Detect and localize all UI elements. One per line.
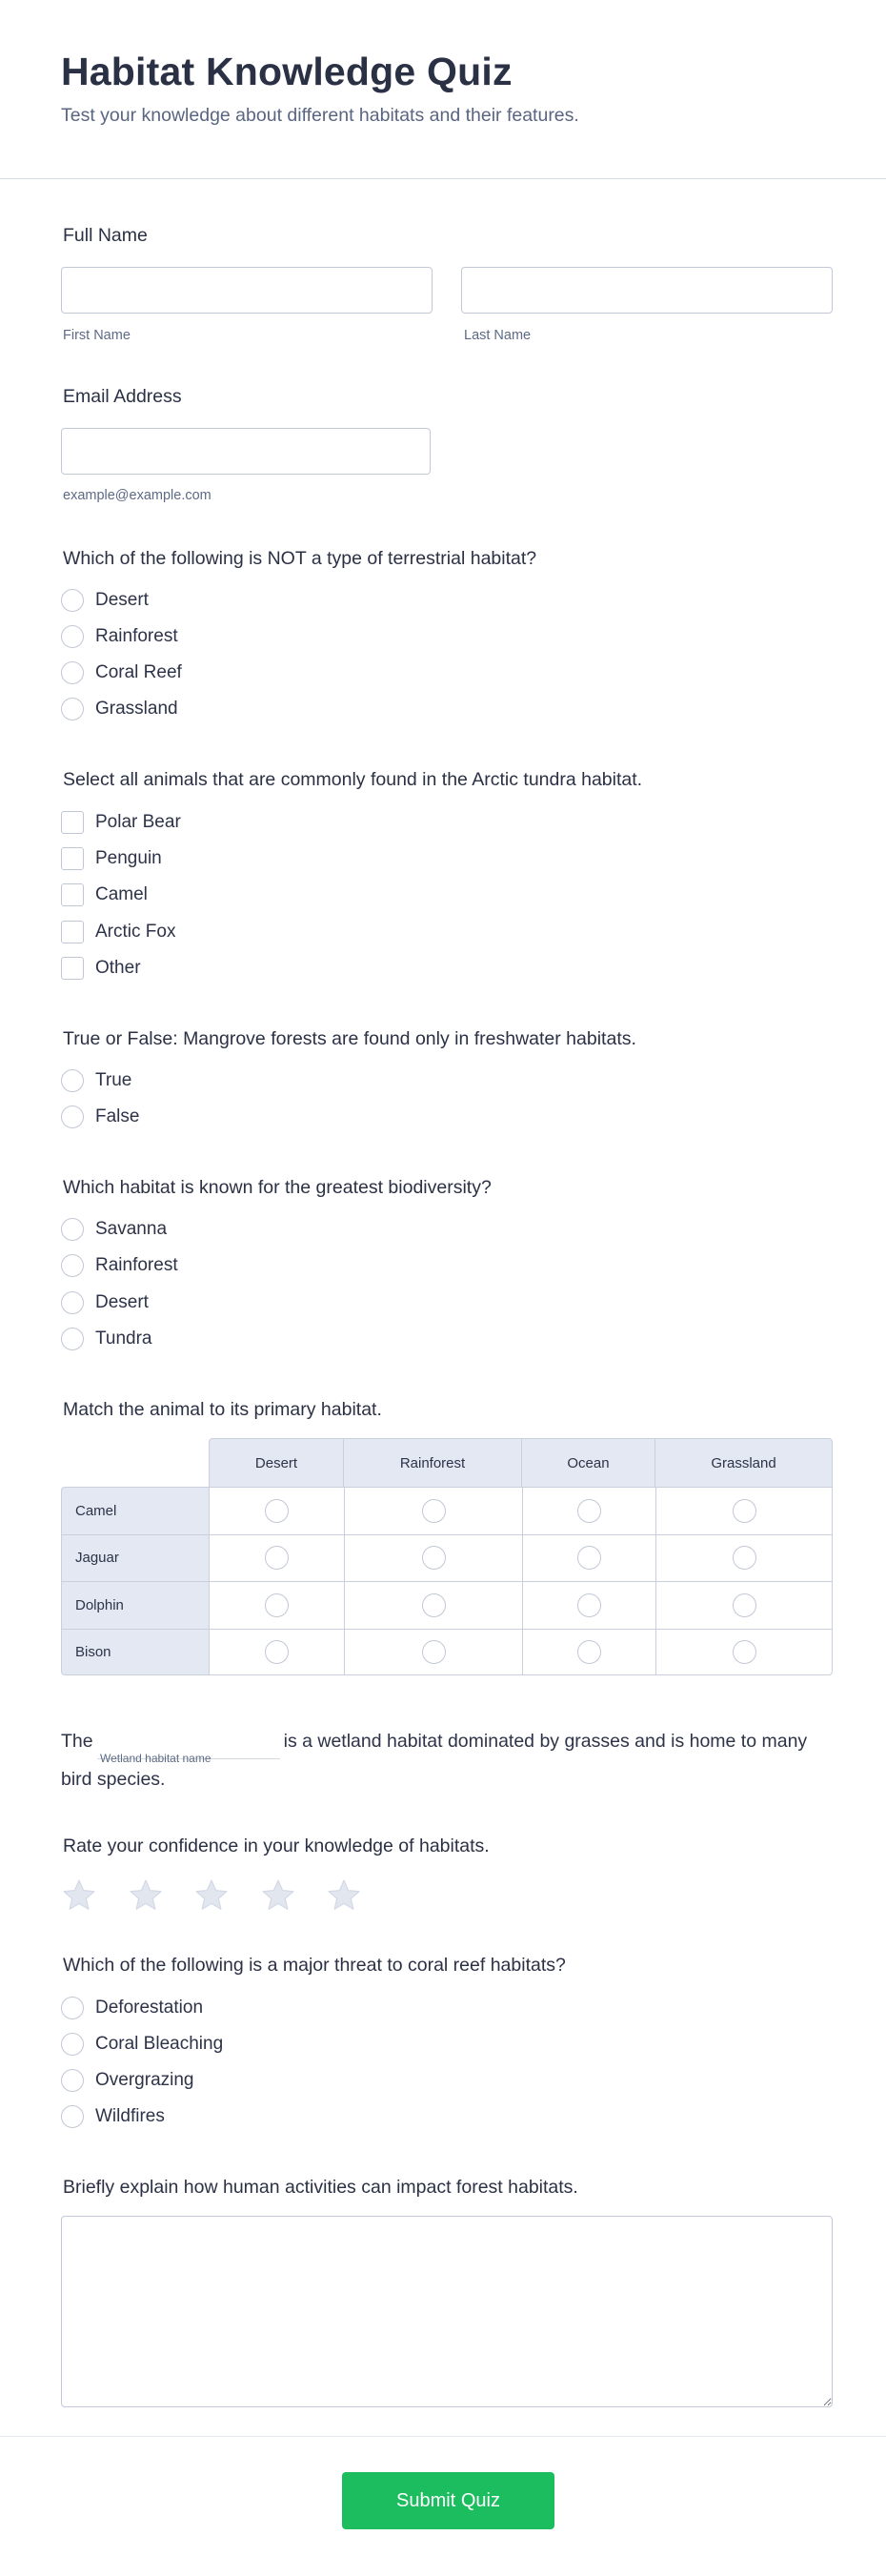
option-label: Arctic Fox	[95, 922, 176, 942]
matrix-cell[interactable]	[655, 1487, 833, 1534]
radio-button[interactable]	[61, 1997, 84, 2019]
matrix-row-label: Jaguar	[61, 1534, 209, 1582]
q2-option[interactable]	[61, 809, 181, 836]
radio-button[interactable]	[577, 1499, 601, 1523]
radio-button[interactable]	[577, 1593, 601, 1617]
matrix-row-label: Bison	[61, 1629, 209, 1676]
radio-button[interactable]	[61, 1105, 84, 1128]
option-label: Deforestation	[95, 1998, 204, 2018]
radio-button[interactable]	[577, 1640, 601, 1664]
submit-quiz-button[interactable]: Submit Quiz	[342, 2472, 554, 2529]
q3-option[interactable]	[61, 1067, 131, 1094]
option-label: Desert	[95, 1292, 149, 1312]
q3-label: True or False: Mangrove forests are found only in freshwater habitats.	[63, 1028, 636, 1049]
matrix-column-header: Rainforest	[344, 1438, 522, 1487]
checkbox[interactable]	[61, 921, 84, 943]
matrix-cell[interactable]	[655, 1629, 833, 1676]
matrix-column-header: Grassland	[655, 1438, 833, 1487]
option-label: Other	[95, 958, 141, 978]
option-label: Rainforest	[95, 1255, 178, 1275]
option-label: Desert	[95, 590, 149, 610]
radio-button[interactable]	[265, 1640, 289, 1664]
option-label: Savanna	[95, 1219, 168, 1239]
radio-button[interactable]	[61, 2069, 84, 2092]
q1-label: Which of the following is NOT a type of terrestrial habitat?	[63, 548, 537, 569]
star-icon[interactable]	[61, 1877, 97, 1914]
q4-option[interactable]	[61, 1326, 152, 1352]
matrix-column-header: Ocean	[522, 1438, 655, 1487]
q7-label: Rate your confidence in your knowledge of habitats.	[63, 1836, 490, 1856]
radio-button[interactable]	[61, 1328, 84, 1350]
q5-label: Match the animal to its primary habitat.	[63, 1399, 382, 1420]
radio-button[interactable]	[422, 1499, 446, 1523]
fib-text-after: is a wetland habitat dominated by grasses and is home to many bird species.	[61, 1731, 808, 1790]
star-icon[interactable]	[260, 1877, 296, 1914]
star-icon[interactable]	[326, 1877, 362, 1914]
option-label: False	[95, 1106, 140, 1126]
fib-blank-hint: Wetland habitat name	[100, 1752, 211, 1765]
first-name-sublabel: First Name	[63, 328, 131, 343]
radio-button[interactable]	[61, 1218, 84, 1241]
star-icon[interactable]	[128, 1877, 164, 1914]
q2-option[interactable]	[61, 955, 141, 982]
matrix-cell[interactable]	[344, 1534, 522, 1582]
q9-label: Briefly explain how human activities can impact forest habitats.	[63, 2177, 578, 2198]
radio-button[interactable]	[61, 698, 84, 720]
matrix-column-header: Desert	[209, 1438, 344, 1487]
radio-button[interactable]	[265, 1546, 289, 1570]
q1-option[interactable]	[61, 659, 182, 686]
q2-option[interactable]	[61, 919, 175, 945]
matrix-cell[interactable]	[655, 1534, 833, 1582]
footer-divider	[0, 2436, 886, 2437]
option-label: Overgrazing	[95, 2070, 194, 2090]
option-label: Polar Bear	[95, 812, 181, 832]
q8-option[interactable]	[61, 1995, 203, 2021]
matrix-cell[interactable]	[209, 1581, 344, 1629]
option-label: Penguin	[95, 848, 162, 868]
matrix-cell[interactable]	[344, 1581, 522, 1629]
habitat-matrix	[61, 1438, 833, 1674]
q2-option[interactable]	[61, 845, 162, 872]
q4-label: Which habitat is known for the greatest biodiversity?	[63, 1177, 492, 1198]
matrix-cell[interactable]	[522, 1629, 655, 1676]
form-header	[0, 0, 886, 179]
checkbox[interactable]	[61, 883, 84, 906]
last-name-input[interactable]	[461, 267, 833, 314]
page-subtitle: Test your knowledge about different habitats and their features.	[61, 105, 579, 126]
matrix-cell[interactable]	[655, 1581, 833, 1629]
matrix-row-label: Camel	[61, 1487, 209, 1534]
q2-option[interactable]	[61, 882, 148, 908]
option-label: True	[95, 1070, 132, 1090]
radio-button[interactable]	[61, 589, 84, 612]
email-sublabel: example@example.com	[63, 488, 211, 503]
radio-button[interactable]	[61, 1069, 84, 1092]
radio-button[interactable]	[61, 2033, 84, 2056]
q4-option[interactable]	[61, 1252, 178, 1279]
radio-button[interactable]	[733, 1593, 756, 1617]
radio-button[interactable]	[733, 1640, 756, 1664]
radio-button[interactable]	[422, 1640, 446, 1664]
radio-button[interactable]	[422, 1546, 446, 1570]
star-rating[interactable]	[61, 1877, 393, 1914]
matrix-cell[interactable]	[344, 1487, 522, 1534]
option-label: Rainforest	[95, 626, 178, 646]
matrix-cell[interactable]	[522, 1487, 655, 1534]
checkbox[interactable]	[61, 847, 84, 870]
radio-button[interactable]	[265, 1593, 289, 1617]
option-label: Grassland	[95, 699, 178, 719]
radio-button[interactable]	[61, 1254, 84, 1277]
q1-option[interactable]	[61, 587, 149, 614]
full-name-label: Full Name	[63, 225, 148, 246]
radio-button[interactable]	[577, 1546, 601, 1570]
q4-option[interactable]	[61, 1289, 149, 1316]
fib-text-before: The	[61, 1731, 93, 1752]
matrix-cell[interactable]	[209, 1534, 344, 1582]
matrix-cell[interactable]	[209, 1487, 344, 1534]
first-name-input[interactable]	[61, 267, 433, 314]
q8-option[interactable]	[61, 2103, 165, 2130]
matrix-cell[interactable]	[344, 1629, 522, 1676]
radio-button[interactable]	[61, 1291, 84, 1314]
star-icon[interactable]	[193, 1877, 230, 1914]
q4-option[interactable]	[61, 1216, 167, 1243]
matrix-row-label: Dolphin	[61, 1581, 209, 1629]
forest-impact-textarea[interactable]	[61, 2216, 833, 2407]
checkbox[interactable]	[61, 811, 84, 834]
radio-button[interactable]	[733, 1546, 756, 1570]
option-label: Tundra	[95, 1329, 152, 1349]
radio-button[interactable]	[422, 1593, 446, 1617]
matrix-cell[interactable]	[522, 1581, 655, 1629]
q8-label: Which of the following is a major threat to coral reef habitats?	[63, 1955, 566, 1976]
page-title: Habitat Knowledge Quiz	[61, 50, 513, 93]
checkbox[interactable]	[61, 957, 84, 980]
matrix-cell[interactable]	[522, 1534, 655, 1582]
q8-option[interactable]	[61, 2067, 194, 2094]
option-label: Coral Reef	[95, 662, 182, 682]
radio-button[interactable]	[61, 625, 84, 648]
q3-option[interactable]	[61, 1104, 139, 1130]
email-label: Email Address	[63, 386, 182, 407]
q2-label: Select all animals that are commonly found in the Arctic tundra habitat.	[63, 769, 643, 790]
option-label: Wildfires	[95, 2106, 165, 2126]
q1-option[interactable]	[61, 623, 178, 650]
radio-button[interactable]	[61, 661, 84, 684]
radio-button[interactable]	[265, 1499, 289, 1523]
q1-option[interactable]	[61, 696, 178, 722]
radio-button[interactable]	[61, 2105, 84, 2128]
q8-option[interactable]	[61, 2031, 223, 2058]
radio-button[interactable]	[733, 1499, 756, 1523]
matrix-cell[interactable]	[209, 1629, 344, 1676]
last-name-sublabel: Last Name	[464, 328, 532, 343]
option-label: Coral Bleaching	[95, 2034, 224, 2054]
option-label: Camel	[95, 884, 148, 904]
email-input[interactable]	[61, 428, 431, 475]
